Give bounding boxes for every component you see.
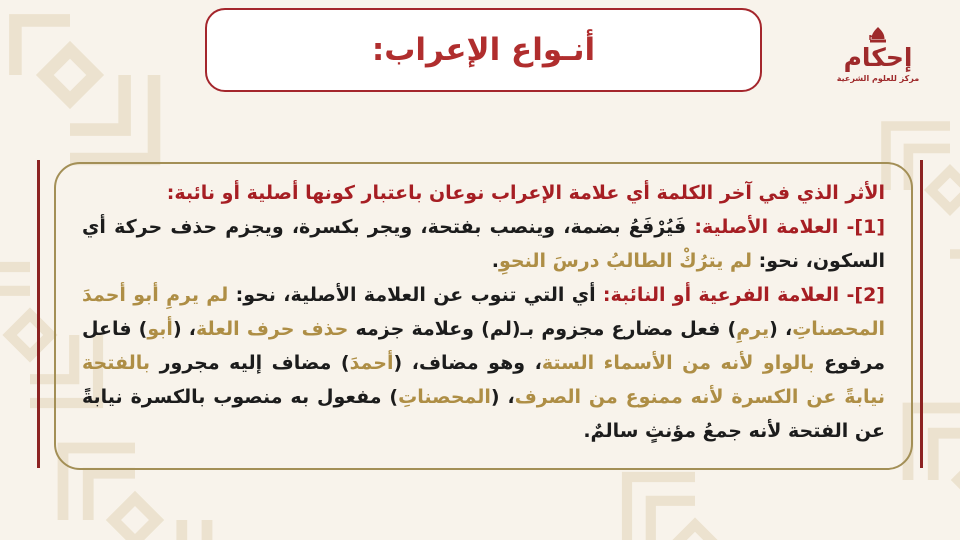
paragraph-item-2 xyxy=(82,278,885,448)
text-segment-gold: بالواو لأنه من الأسماء الستة xyxy=(541,352,815,374)
paragraph-item-1 xyxy=(82,210,885,278)
paragraph-intro xyxy=(82,176,885,210)
content-frame xyxy=(37,158,923,470)
page-title: أنـواع الإعراب: xyxy=(371,31,596,68)
text-segment-gold: يرمِ xyxy=(736,318,770,340)
text-segment-black: ) فاعل مرفوع xyxy=(82,318,885,374)
logo xyxy=(828,26,928,83)
kufic-ornament-icon xyxy=(610,460,780,540)
text-segment-red: الأثر الذي في آخر الكلمة أي علامة الإعراب نوعان باعتبار كونها أصلية أو نائبة: xyxy=(166,182,885,204)
text-segment-black: أي التي تنوب عن العلامة الأصلية، نحو: xyxy=(228,284,596,306)
text-segment-black: . xyxy=(491,250,499,272)
right-accent-bar xyxy=(920,160,923,468)
text-segment-black: ، ( xyxy=(769,318,793,340)
text-segment-black: ، ( xyxy=(172,318,197,340)
text-segment-black: فَيُرْفَعُ بضمة، وينصب بفتحة، ويجر بكسرة، ويجزم حذف حركة أي السكون، نحو: xyxy=(82,216,885,272)
text-segment-gold: أحمدَ xyxy=(349,352,394,374)
text-segment-black: ) مضاف إليه مجرور xyxy=(150,352,350,374)
text-segment-gold: لم يرمِ أبو أحمدَ المحصناتِ xyxy=(82,284,885,340)
text-segment-gold: أبو xyxy=(147,318,173,340)
text-segment-black: ، ( xyxy=(490,386,515,408)
left-accent-bar xyxy=(37,160,40,468)
text-segment-red: [2]- العلامة الفرعية أو النائبة: xyxy=(595,284,885,306)
content-box xyxy=(54,162,913,470)
text-segment-gold: لم يترُكْ الطالبُ درسَ النحوِ xyxy=(498,250,753,272)
text-segment-black: ) مفعول به منصوب بالكسرة نيابةً عن الفتحة لأنه جمعُ مؤنثٍ سالمٌ. xyxy=(82,386,885,442)
logo-subtitle: مركز للعلوم الشرعية xyxy=(836,74,920,84)
text-segment-black: ) فعل مضارع مجزوم بـ(لم) وعلامة جزمه xyxy=(348,318,737,340)
text-segment-gold: حذف حرف العلة xyxy=(196,318,349,340)
logo-wordmark: إحكام xyxy=(843,43,913,72)
kufic-ornament-icon xyxy=(0,0,175,180)
mosque-dome-icon xyxy=(865,26,891,44)
text-segment-black: ، وهو مضاف، ( xyxy=(393,352,542,374)
text-segment-red: [1]- العلامة الأصلية: xyxy=(686,216,886,238)
title-box xyxy=(205,8,762,92)
text-segment-gold: المحصناتِ xyxy=(398,386,491,408)
text-segment-gold: بالفتحة نيابةً عن الكسرة لأنه ممنوع من الصرف xyxy=(82,352,885,408)
